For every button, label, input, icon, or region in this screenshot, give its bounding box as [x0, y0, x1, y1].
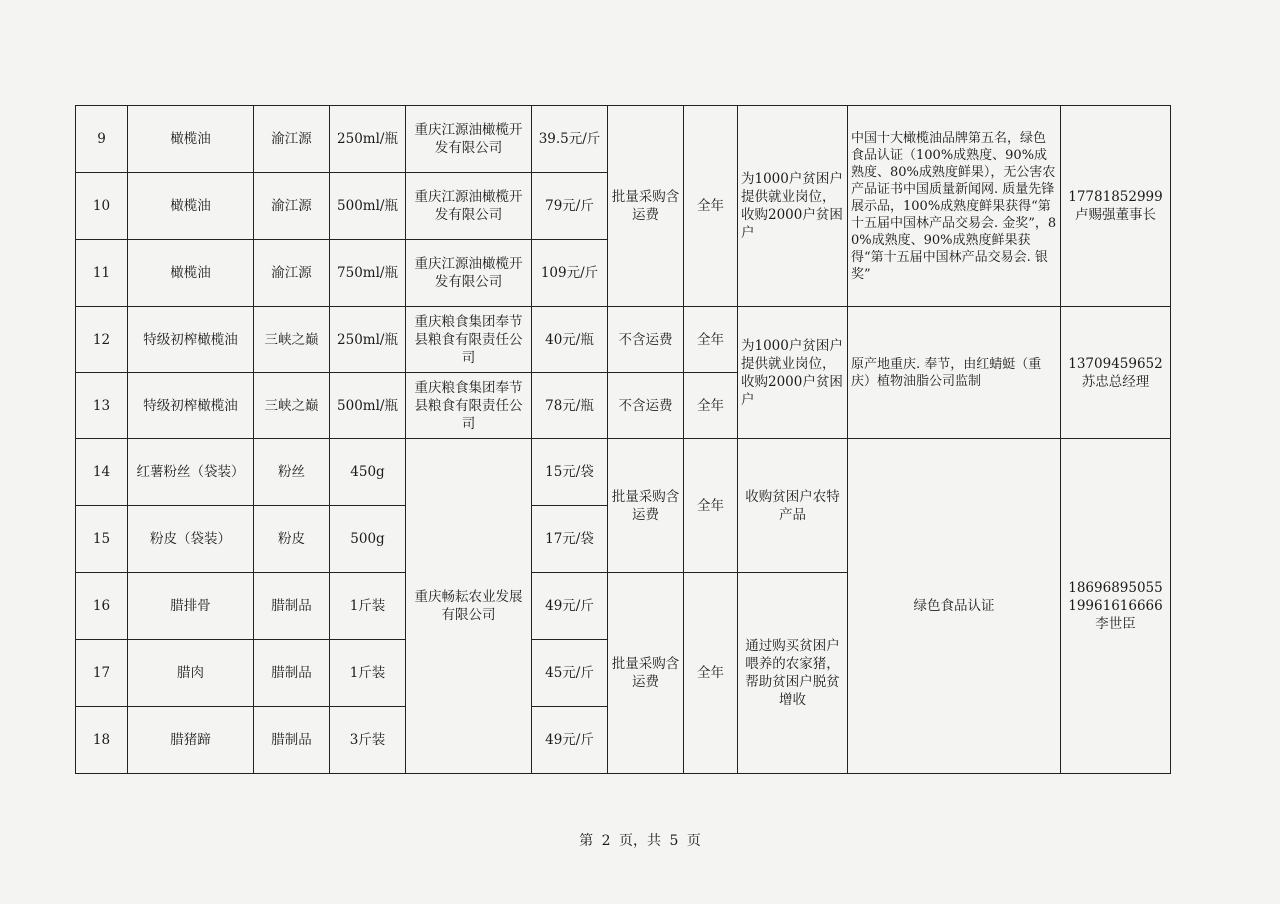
row-number: 18 — [76, 707, 128, 774]
purchase-mode: 不含运费 — [608, 373, 684, 439]
product-name: 腊肉 — [128, 640, 254, 707]
contact — [1061, 439, 1171, 774]
brand: 腊制品 — [254, 573, 330, 640]
contact — [1061, 307, 1171, 439]
poverty-help: 为1000户贫困户提供就业岗位，收购2000户贫困户 — [738, 307, 848, 439]
poverty-help: 为1000户贫困户提供就业岗位，收购2000户贫困户 — [738, 106, 848, 307]
price: 49元/斤 — [532, 707, 608, 774]
company: 重庆粮食集团奉节县粮食有限责任公司 — [406, 373, 532, 439]
product-name: 橄榄油 — [128, 106, 254, 173]
contact-phone: 19961616666 — [1068, 598, 1163, 614]
table-row — [76, 106, 1171, 173]
page-footer — [0, 830, 1280, 850]
purchase-mode: 不含运费 — [608, 307, 684, 373]
company: 重庆江源油橄榄开发有限公司 — [406, 106, 532, 173]
supply-period: 全年 — [684, 573, 738, 774]
poverty-help: 收购贫困户农特产品 — [738, 439, 848, 573]
price: 78元/瓶 — [532, 373, 608, 439]
spec: 500ml/瓶 — [330, 173, 406, 240]
certification-note: 原产地重庆. 奉节，由红蜻蜓（重庆）植物油脂公司监制 — [848, 307, 1061, 439]
brand: 腊制品 — [254, 707, 330, 774]
spec: 250ml/瓶 — [330, 106, 406, 173]
contact-phone: 18696895055 — [1068, 580, 1163, 596]
product-name: 特级初榨橄榄油 — [128, 373, 254, 439]
product-name: 腊猪蹄 — [128, 707, 254, 774]
current-page-number: 2 — [601, 833, 611, 849]
purchase-mode: 批量采购含运费 — [608, 106, 684, 307]
supply-period: 全年 — [684, 106, 738, 307]
product-name: 橄榄油 — [128, 173, 254, 240]
spec: 3斤装 — [330, 707, 406, 774]
row-number: 16 — [76, 573, 128, 640]
brand: 渝江源 — [254, 106, 330, 173]
supply-period: 全年 — [684, 439, 738, 573]
footer-prefix: 第 — [579, 833, 594, 849]
brand: 三峡之巅 — [254, 307, 330, 373]
spec: 1斤装 — [330, 573, 406, 640]
contact-name: 卢赐强董事长 — [1075, 207, 1156, 223]
contact-name: 苏忠总经理 — [1081, 373, 1150, 390]
price: 17元/袋 — [532, 506, 608, 573]
supply-period: 全年 — [684, 373, 738, 439]
table-row — [76, 307, 1171, 373]
company: 重庆江源油橄榄开发有限公司 — [406, 240, 532, 307]
row-number: 13 — [76, 373, 128, 439]
footer-suffix: 页 — [686, 833, 701, 849]
row-number: 14 — [76, 439, 128, 506]
brand: 粉丝 — [254, 439, 330, 506]
price: 49元/斤 — [532, 573, 608, 640]
row-number: 11 — [76, 240, 128, 307]
certification-note: 中国十大橄榄油品牌第五名，绿色食品认证（100%成熟度、90%成熟度、80%成熟度鲜果），无公害农产品证书中国质量新闻网. 质量先锋展示品，100%成熟度鲜果获得“第十五届中国林产品交易会. 金奖”，80%成熟度、90%成熟度鲜果获得“第十五届中国林产品交易会. 银奖” — [848, 106, 1061, 307]
spec: 450g — [330, 439, 406, 506]
spec: 500ml/瓶 — [330, 373, 406, 439]
brand: 渝江源 — [254, 240, 330, 307]
row-number: 9 — [76, 106, 128, 173]
contact-phone: 17781852999 — [1068, 189, 1163, 205]
row-number: 15 — [76, 506, 128, 573]
product-name: 红薯粉丝（袋装） — [128, 439, 254, 506]
product-name: 特级初榨橄榄油 — [128, 307, 254, 373]
row-number: 10 — [76, 173, 128, 240]
contact-phone: 13709459652 — [1068, 355, 1163, 372]
product-name: 橄榄油 — [128, 240, 254, 307]
brand: 粉皮 — [254, 506, 330, 573]
table-row — [76, 439, 1171, 506]
poverty-help: 通过购买贫困户喂养的农家猪，帮助贫困户脱贫增收 — [738, 573, 848, 774]
contact — [1061, 106, 1171, 307]
product-name: 粉皮（袋装） — [128, 506, 254, 573]
brand: 渝江源 — [254, 173, 330, 240]
company: 重庆江源油橄榄开发有限公司 — [406, 173, 532, 240]
product-table — [75, 105, 1171, 774]
row-number: 12 — [76, 307, 128, 373]
supply-period: 全年 — [684, 307, 738, 373]
brand: 三峡之巅 — [254, 373, 330, 439]
price: 45元/斤 — [532, 640, 608, 707]
spec: 750ml/瓶 — [330, 240, 406, 307]
spec: 500g — [330, 506, 406, 573]
spec: 1斤装 — [330, 640, 406, 707]
price: 40元/瓶 — [532, 307, 608, 373]
price: 79元/斤 — [532, 173, 608, 240]
purchase-mode: 批量采购含运费 — [608, 439, 684, 573]
price: 109元/斤 — [532, 240, 608, 307]
row-number: 17 — [76, 640, 128, 707]
spec: 250ml/瓶 — [330, 307, 406, 373]
price: 39.5元/斤 — [532, 106, 608, 173]
company: 重庆畅耘农业发展有限公司 — [406, 439, 532, 774]
product-name: 腊排骨 — [128, 573, 254, 640]
contact-name: 李世臣 — [1095, 616, 1136, 632]
purchase-mode: 批量采购含运费 — [608, 573, 684, 774]
company: 重庆粮食集团奉节县粮食有限责任公司 — [406, 307, 532, 373]
footer-mid: 页，共 — [619, 833, 661, 849]
brand: 腊制品 — [254, 640, 330, 707]
total-page-number: 5 — [669, 833, 679, 849]
certification-note: 绿色食品认证 — [848, 439, 1061, 774]
price: 15元/袋 — [532, 439, 608, 506]
